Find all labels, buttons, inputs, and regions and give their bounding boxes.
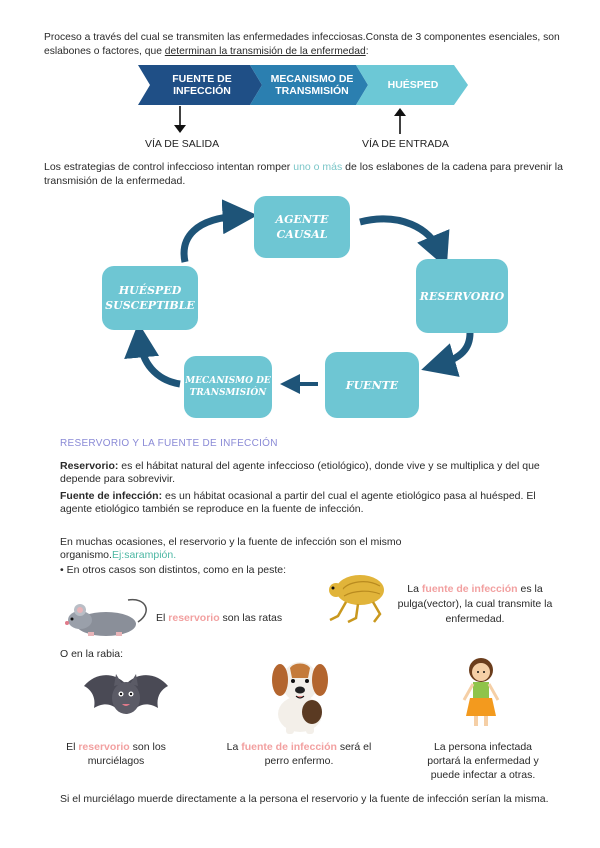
chain-label-mecanismo: MECANISMO DE TRANSMISIÓN xyxy=(270,73,354,97)
final-paragraph: Si el murciélago muerde directamente a la persona el reservorio y la fuente de infección serían la misma. xyxy=(60,793,549,805)
flea-highlight: fuente de infección xyxy=(421,583,518,595)
rat-caption xyxy=(156,612,282,625)
bat-pre: El xyxy=(66,741,79,753)
dog-icon xyxy=(262,654,338,736)
def-fuente-term: Fuente de infección: xyxy=(60,490,163,502)
flea-caption xyxy=(395,582,555,627)
arrow-mecanismo-huesped xyxy=(140,340,180,384)
cycle-mecanismo: MECANISMO DE TRANSMISIÓN xyxy=(184,356,272,418)
cycle-reservorio: RESERVORIO xyxy=(416,259,508,333)
arrow-reservorio-fuente xyxy=(438,333,470,365)
def-fuente-text: es un hábitat ocasional a partir del cual el agente etiológico pasa al huésped. El agente etiológico también se reproduce en la fuente de infección. xyxy=(60,490,536,515)
intro-underlined: determinan la transmisión de la enfermedad xyxy=(164,45,366,57)
same-paragraph xyxy=(60,536,410,562)
girl-icon xyxy=(456,654,506,730)
flea-icon xyxy=(318,568,390,624)
strategy-highlight: uno o más xyxy=(293,161,343,173)
def-fuente xyxy=(60,490,560,516)
cycle-huesped: HUÉSPED SUSCEPTIBLE xyxy=(102,266,198,330)
arrow-agente-reservorio xyxy=(360,219,440,252)
via-salida-label: VÍA DE SALIDA xyxy=(145,138,220,150)
same-text: En muchas ocasiones, el reservorio y la fuente de infección son el mismo organismo. xyxy=(60,536,402,561)
dog-pre: La xyxy=(226,741,242,753)
person-caption: La persona infectada portará la enfermedad y puede infectar a otras. xyxy=(427,741,539,781)
same-bullet: • En otros casos son distintos, como en la peste: xyxy=(60,564,287,576)
strategy-post: de los eslabones de la cadena para prevenir la transmisión de la enfermedad. xyxy=(44,161,563,187)
via-entrada-label: VÍA DE ENTRADA xyxy=(362,138,449,150)
cycle-agente-causal: AGENTE CAUSAL xyxy=(254,196,350,258)
bat-post: son los murciélagos xyxy=(87,741,166,767)
section-title: RESERVORIO Y LA FUENTE DE INFECCIÓN xyxy=(60,438,278,449)
def-reservorio-text: es el hábitat natural del agente infeccioso (etiológico), donde vive y se multiplica y del que depende para sobrevivir. xyxy=(60,460,540,485)
chain-label-huesped: HUÉSPED xyxy=(387,79,439,91)
rat-pre: El xyxy=(156,612,169,624)
rat-highlight: reservorio xyxy=(168,612,220,624)
def-reservorio xyxy=(60,460,560,486)
flea-pre: La xyxy=(407,583,422,595)
intro-text: Proceso a través del cual se transmiten las enfermedades infecciosas.Consta de 3 componentes esenciales, son eslabones o factores, que xyxy=(44,32,560,57)
bat-icon xyxy=(82,664,170,726)
cycle-fuente: FUENTE xyxy=(325,352,419,418)
def-reservorio-term: Reservorio: xyxy=(60,460,119,472)
chain-label-fuente: FUENTE DE INFECCIÓN xyxy=(172,73,232,97)
dog-highlight: fuente de infección xyxy=(241,741,337,753)
rabia-intro: O en la rabia: xyxy=(60,648,124,660)
same-example: Ej:sarampión. xyxy=(111,549,177,561)
arrow-huesped-agente xyxy=(184,216,240,262)
intro-colon: : xyxy=(365,45,369,57)
strategy-pre: Los estrategias de control infeccioso intentan romper xyxy=(44,161,294,173)
rat-post: son las ratas xyxy=(219,612,283,624)
flea-post: es la pulga(vector), la cual transmite la enfermedad. xyxy=(397,583,553,625)
rat-icon xyxy=(58,592,150,640)
bat-highlight: reservorio xyxy=(78,741,130,753)
bat-caption xyxy=(66,740,166,768)
dog-post: será el perro enfermo. xyxy=(264,741,372,767)
dog-caption xyxy=(225,740,373,768)
